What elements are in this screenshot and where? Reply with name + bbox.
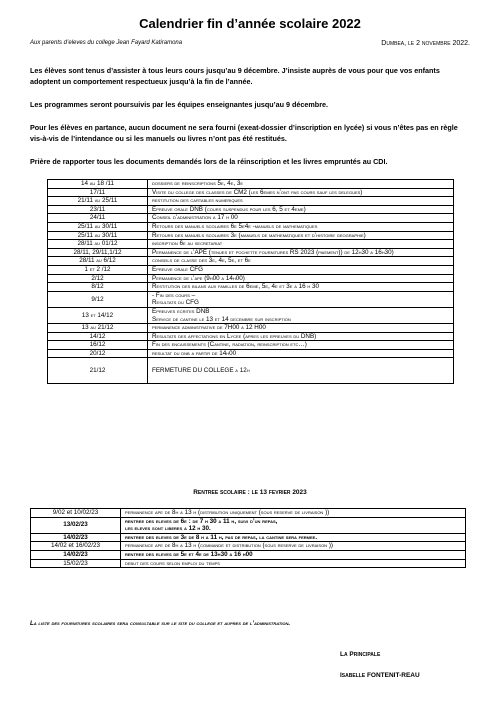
rentree-row [31, 559, 466, 568]
calendar-row [48, 358, 454, 384]
calendar-event: Resultats des affectations en Lycee (apres les epreuves du DNB) [148, 332, 454, 341]
calendar-date: 13 au 21/12 [48, 324, 148, 333]
calendar-event: permanence administrative de 7H00 a 12 H00 [148, 324, 454, 333]
calendar-row [48, 332, 454, 341]
calendar-row [48, 274, 454, 283]
rentree-row [31, 509, 466, 518]
document-meta [30, 40, 470, 47]
calendar-event: Fin des encaissements (Cantine, radiation, reinscription etc…) [148, 341, 454, 350]
paragraph-attendance: Les élèves sont tenus d’assister à tous leurs cours jusqu’au 9 décembre. J’insiste auprès de vous pour que vos enfants adoptent un comportement respectueux jusqu’à la fin de l’année. [30, 66, 440, 86]
rentree-date: 15/02/23 [31, 559, 121, 568]
calendar-row [48, 248, 454, 257]
rentree-event: rentree des eleves de 5e et 4e de 13h30 a 16 h00 [121, 550, 466, 559]
calendar-row [48, 349, 454, 358]
rentree-row [31, 550, 466, 559]
rentree-event: rentree des eleves de 3e de 8 h a 11 h, pas de repas, la cantine sera fermee. [121, 533, 466, 542]
calendar-event: Visite du college des classes de CM2 (les 6emes n’ont pas cours sauf les delegues) [148, 188, 454, 197]
calendar-date: 20/12 [48, 349, 148, 358]
rentree-date: 14/02 et 16/02/23 [31, 542, 121, 551]
calendar-date: 25/11 au 30/11 [48, 222, 148, 231]
calendar-date: 28/11 au 6/12 [48, 257, 148, 266]
paragraph-programmes: Les programmes seront poursuivis par les équipes enseignantes jusqu’au 9 décembre. [30, 100, 328, 109]
calendar-date: 21/12 [48, 358, 148, 384]
calendar-date: 24/11 [48, 214, 148, 223]
rentree-title: Rentree scolaire : le 13 fevrier 2023 [193, 489, 307, 496]
calendar-row [48, 324, 454, 333]
rentree-event: permanence ape de 8h a 13 h (commande et distribution (sous reserve de livraison )) [121, 542, 466, 551]
rentree-row [31, 533, 466, 542]
rentree-table [30, 508, 466, 568]
calendar-event: restitution des cartables numeriques [148, 197, 454, 206]
calendar-row [48, 291, 454, 307]
calendar-row [48, 307, 454, 323]
calendar-row [48, 341, 454, 350]
calendar-event: resultat du dnb a partir de 14h00 [148, 349, 454, 358]
calendar-date: 8/12 [48, 283, 148, 292]
rentree-row [31, 517, 466, 533]
calendar-event: - Fin des cours – Resultats du CFG [148, 291, 454, 307]
date-line: Dumbea, le 2 novembre 2022. [381, 40, 470, 47]
rentree-row [31, 542, 466, 551]
calendar-event: Conseil d’administration a 17 h 00 [148, 214, 454, 223]
calendar-row [48, 188, 454, 197]
calendar-row [48, 257, 454, 266]
calendar-event: Permanence de l’ape (9h00 a 14h00) [148, 274, 454, 283]
rentree-date: 14/02/23 [31, 533, 121, 542]
calendar-event: Retours des manuels scolaires 6e 5e4e -manuels de mathematiques [148, 222, 454, 231]
calendar-row [48, 180, 454, 189]
calendar-event: Permanence de l’APE (tenues et pochette fournitures RS 2023 (paiement)) de 12h30 a 16h30) [148, 248, 454, 257]
calendar-date: 9/12 [48, 291, 148, 307]
calendar-event: FERMETURE DU COLLEGE a 12h [148, 358, 454, 384]
calendar-date: 2/12 [48, 274, 148, 283]
calendar-date: 23/11 [48, 205, 148, 214]
paragraph-departure: Pour les élèves en partance, aucun document ne sera fourni (exeat-dossier d’inscription en lycée) si vous n’êtes pas en règle vis-à-vis de l’intendance ou si les manuels ou livres n’ont pas été restitués. [30, 123, 458, 143]
supplies-note: La liste des fournitures scolaires sera consultable sur le site du college et aupres de l’administration. [30, 620, 291, 627]
calendar-event: Epreuves ecrites DNB Service de cantine le 13 et 14 decembre sur inscription [148, 307, 454, 323]
calendar-date: 28/11, 29/11,1/12 [48, 248, 148, 257]
calendar-row [48, 231, 454, 240]
calendar-table [47, 179, 454, 384]
calendar-event: Epreuve orale CFG [148, 265, 454, 274]
calendar-date: 16/12 [48, 341, 148, 350]
calendar-row [48, 205, 454, 214]
signature-title: La Principale [340, 651, 381, 658]
calendar-date: 14 au 18 /11 [48, 180, 148, 189]
calendar-event: inscription 6e au secretariat [148, 240, 454, 249]
address-line: Aux parents d’eleves du college Jean Fayard Katiramona [30, 40, 183, 46]
calendar-row [48, 222, 454, 231]
rentree-date: 14/02/23 [31, 550, 121, 559]
rentree-date: 9/02 et 10/02/23 [31, 509, 121, 518]
calendar-date: 21/11 au 25/11 [48, 197, 148, 206]
rentree-event: debut des cours selon emploi du temps [121, 559, 466, 568]
calendar-row [48, 197, 454, 206]
calendar-row [48, 214, 454, 223]
calendar-row [48, 240, 454, 249]
calendar-date: 14/12 [48, 332, 148, 341]
calendar-date: 28/11 au 01/12 [48, 240, 148, 249]
calendar-date: 17/11 [48, 188, 148, 197]
calendar-event: dossiers de reinscriptions 5e, 4e, 3e [148, 180, 454, 189]
calendar-row [48, 265, 454, 274]
calendar-event: Retours des manuels scolaires 3e (manuels de mathematiques et d’histoire geographie) [148, 231, 454, 240]
rentree-date: 13/02/23 [31, 517, 121, 533]
signature-name: Isabelle FONTENIT-REAU [340, 672, 420, 679]
paragraph-documents: Prière de rapporter tous les documents demandés lors de la réinscription et les livres empruntés au CDI. [30, 157, 388, 166]
calendar-date: 25/11 au 30/11 [48, 231, 148, 240]
calendar-event: Restitution des bilans aux familles de 6eme, 5e, 4e et 3e a 16 h 30 [148, 283, 454, 292]
calendar-date: 1 et 2 /12 [48, 265, 148, 274]
calendar-row [48, 283, 454, 292]
rentree-event: rentree des eleves de 6e : de 7 h 30 a 11 h, suivi d’un repas, les eleves sont liberes a 12 h 30. [121, 517, 466, 533]
document-title: Calendrier fin d’année scolaire 2022 [139, 16, 361, 31]
calendar-event: conseils de classe des 3e, 4e, 5e, et 6e [148, 257, 454, 266]
rentree-event: permanence ape de 8h a 13 h (distribution uniquement (sous reserve de livraison )) [121, 509, 466, 518]
calendar-date: 13 et 14/12 [48, 307, 148, 323]
calendar-event: Epreuve orale DNB (cours suspendus pour les 6, 5 et 4eme) [148, 205, 454, 214]
